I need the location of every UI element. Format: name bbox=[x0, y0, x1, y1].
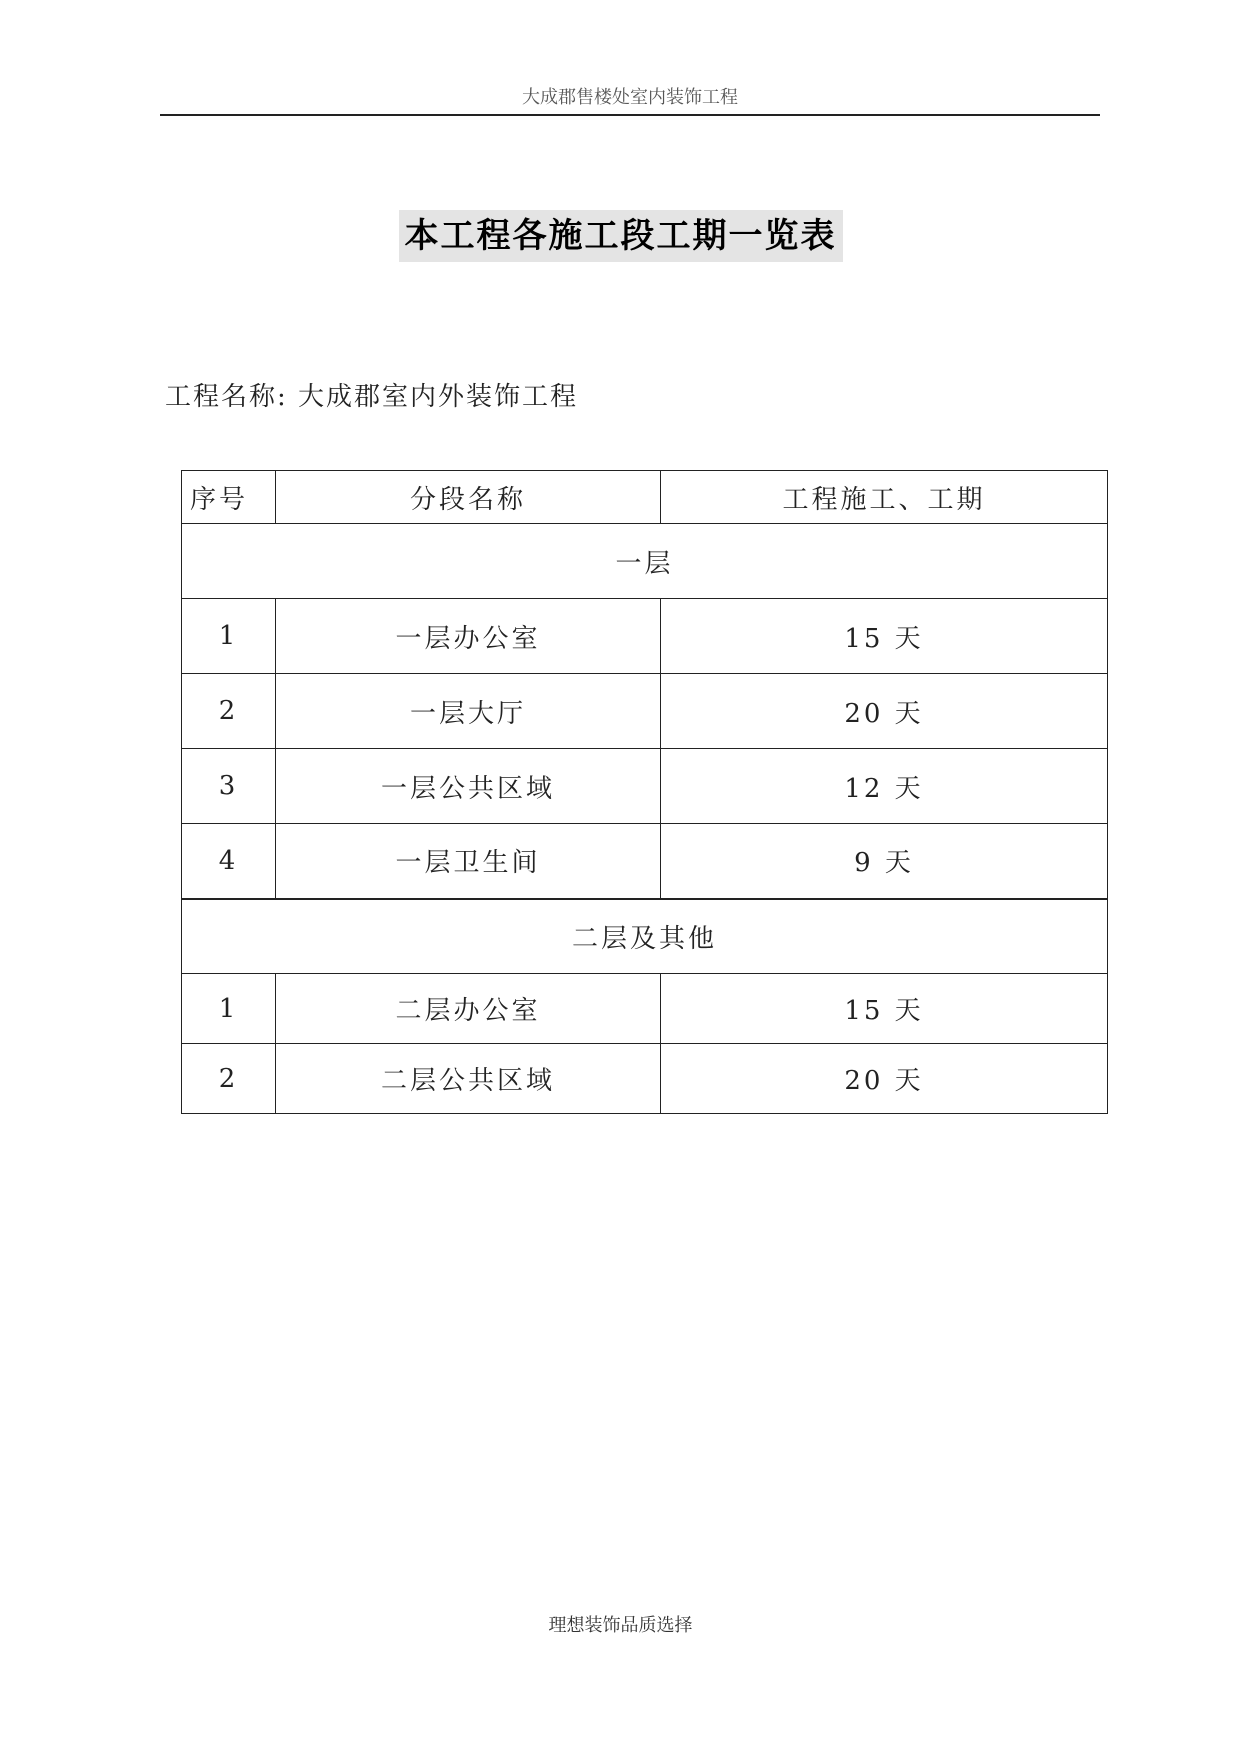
segment-name: 二层公共区域 bbox=[276, 1044, 661, 1114]
segment-name: 二层办公室 bbox=[276, 974, 661, 1044]
project-name-line bbox=[165, 380, 578, 414]
segment-duration: 20 天 bbox=[661, 1044, 1108, 1114]
row-number: 1 bbox=[182, 974, 276, 1044]
row-number: 2 bbox=[182, 674, 276, 749]
segment-name: 一层公共区域 bbox=[276, 749, 661, 824]
column-header-segment: 分段名称 bbox=[276, 471, 661, 524]
section-row-floor-1 bbox=[182, 524, 1108, 599]
segment-name: 一层办公室 bbox=[276, 599, 661, 674]
segment-name: 一层大厅 bbox=[276, 674, 661, 749]
document-title bbox=[0, 210, 1241, 262]
segment-duration: 15 天 bbox=[661, 974, 1108, 1044]
column-header-seq: 序号 bbox=[182, 471, 276, 524]
table-row bbox=[182, 824, 1108, 899]
table-header-row bbox=[182, 471, 1108, 524]
page-header: 大成郡售楼处室内装饰工程 bbox=[522, 87, 738, 108]
section-title: 二层及其他 bbox=[182, 899, 1108, 974]
table-row bbox=[182, 974, 1108, 1044]
document-title-text: 本工程各施工段工期一览表 bbox=[399, 210, 843, 262]
page-footer: 理想装饰品质选择 bbox=[548, 1615, 693, 1636]
header-divider bbox=[160, 114, 1100, 116]
column-header-duration: 工程施工、工期 bbox=[661, 471, 1108, 524]
table-row bbox=[182, 674, 1108, 749]
section-title: 一层 bbox=[182, 524, 1108, 599]
section-row-floor-2 bbox=[182, 899, 1108, 974]
segment-duration: 20 天 bbox=[661, 674, 1108, 749]
row-number: 4 bbox=[182, 824, 276, 899]
segment-duration: 9 天 bbox=[661, 824, 1108, 899]
project-label: 工程名称: bbox=[165, 382, 288, 412]
table-row bbox=[182, 599, 1108, 674]
row-number: 3 bbox=[182, 749, 276, 824]
row-number: 2 bbox=[182, 1044, 276, 1114]
project-name: 大成郡室内外装饰工程 bbox=[298, 382, 579, 412]
row-number: 1 bbox=[182, 599, 276, 674]
table-row bbox=[182, 1044, 1108, 1114]
segment-duration: 15 天 bbox=[661, 599, 1108, 674]
segment-duration: 12 天 bbox=[661, 749, 1108, 824]
schedule-table bbox=[181, 470, 1108, 1114]
segment-name: 一层卫生间 bbox=[276, 824, 661, 899]
table-row bbox=[182, 749, 1108, 824]
